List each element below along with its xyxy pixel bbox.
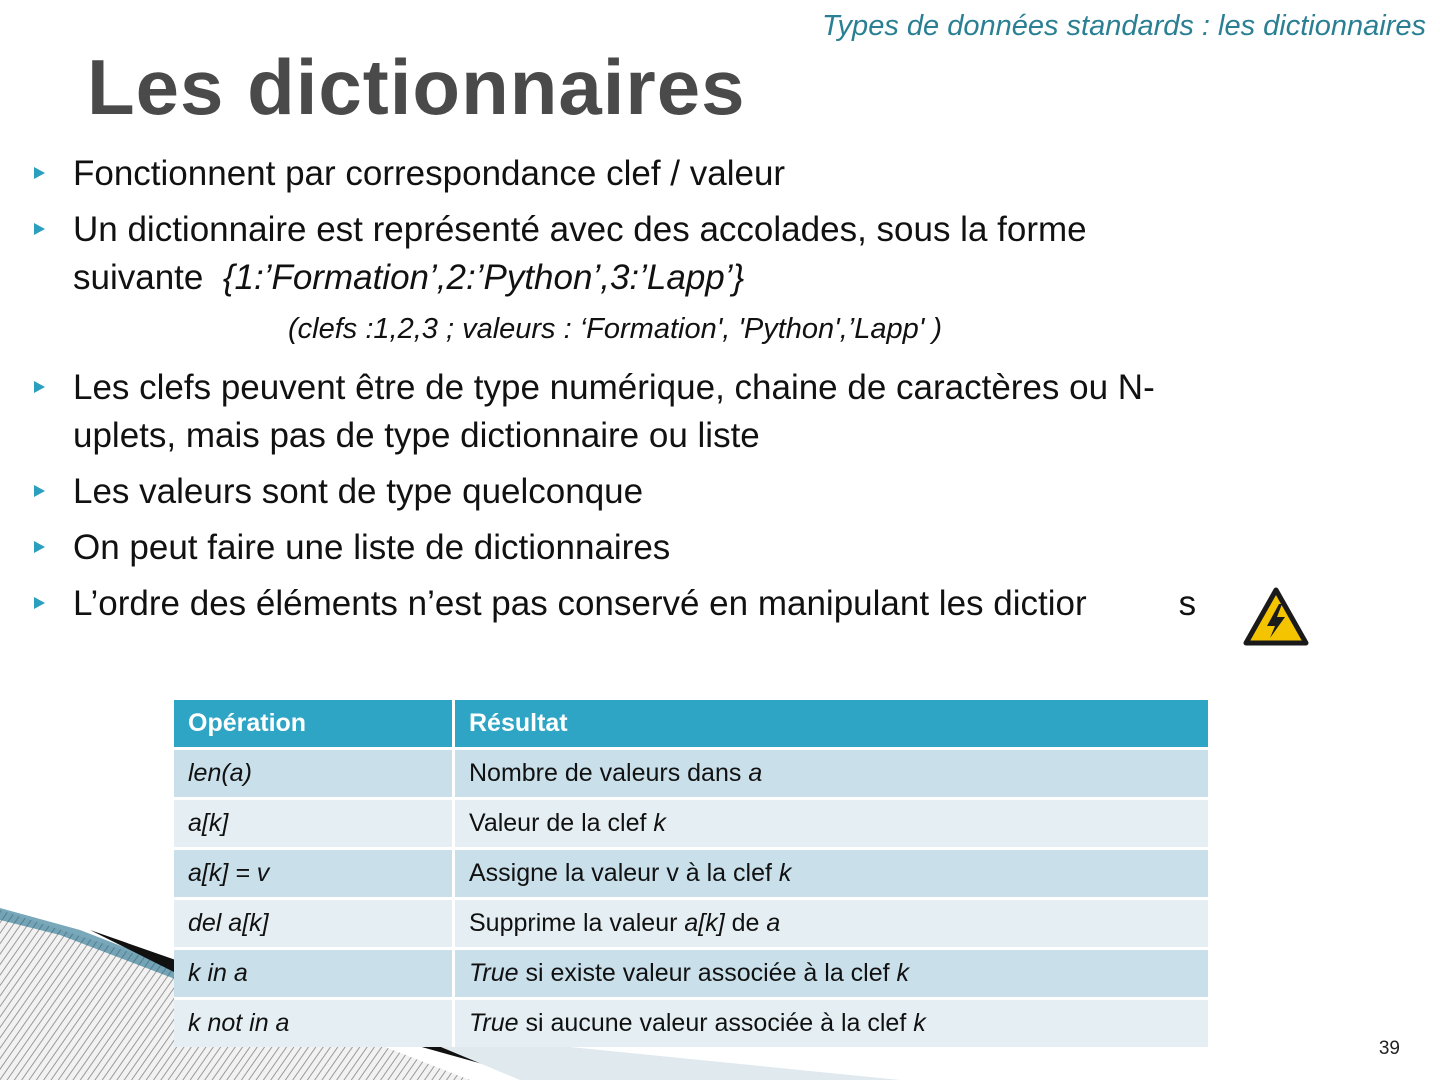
table-row (174, 799, 1208, 849)
table-row (174, 849, 1208, 899)
dict-example: {1:’Formation’,2:’Python’,3:’Lapp’} (222, 258, 745, 297)
bullet-item (0, 580, 1400, 628)
bullet-text: uplets, mais pas de type dictionnaire ou liste (73, 416, 760, 455)
result-cell (454, 899, 1209, 949)
column-header-operation: Opération (174, 700, 454, 749)
operation-cell: a[k] (174, 799, 454, 849)
table-row (174, 749, 1208, 799)
slide-title: Les dictionnaires (87, 43, 746, 131)
result-variable: k (653, 809, 666, 837)
bullet-text: Les clefs peuvent être de type numérique, chaine de caractères ou N- (73, 368, 1155, 407)
bullet-item (0, 150, 1400, 198)
bullet-item (0, 468, 1400, 516)
result-variable: k (913, 1009, 926, 1037)
result-boolean: True (469, 1009, 519, 1037)
operation-cell: len(a) (174, 749, 454, 799)
result-text: de (724, 909, 767, 937)
bullet-text: Un dictionnaire est représenté avec des accolades, sous la forme (73, 210, 1087, 249)
bullet-marker-icon (34, 597, 45, 609)
bullet-marker-icon (34, 223, 45, 235)
result-text: Valeur de la clef (469, 809, 654, 837)
result-text: Supprime la valeur (469, 909, 685, 937)
result-text: Nombre de valeurs dans (469, 759, 749, 787)
result-variable: a (766, 909, 781, 937)
result-variable: k (896, 959, 910, 987)
operation-cell: k not in a (174, 999, 454, 1048)
table-header-row (174, 700, 1208, 749)
result-boolean: True (469, 959, 519, 987)
bullet-item (0, 364, 1400, 460)
result-text: si existe valeur associée à la clef (518, 959, 897, 987)
high-voltage-warning-icon (1243, 586, 1309, 648)
result-cell (454, 949, 1209, 999)
bullet-text: suivante (73, 258, 223, 297)
result-text: Assigne la valeur v à la clef (469, 859, 779, 887)
operation-cell: k in a (174, 949, 454, 999)
bullet-text-tail: s (1178, 584, 1197, 623)
table-row (174, 999, 1208, 1048)
bullet-text: Fonctionnent par correspondance clef / valeur (73, 154, 786, 193)
result-variable: a (748, 759, 763, 787)
column-header-result: Résultat (454, 700, 1209, 749)
result-cell (454, 849, 1209, 899)
bullet-marker-icon (34, 541, 45, 553)
result-cell (454, 749, 1209, 799)
bullet-text: L’ordre des éléments n’est pas conservé en manipulant les dictior (73, 584, 1087, 623)
bullet-marker-icon (34, 381, 45, 393)
result-cell (454, 999, 1209, 1048)
result-text: si aucune valeur associée à la clef (518, 1009, 914, 1037)
dict-example-detail: (clefs :1,2,3 ; valeurs : ‘Formation', 'Python',’Lapp' ) (288, 313, 942, 345)
result-variable: a[k] (684, 909, 725, 937)
page-number: 39 (1378, 1038, 1400, 1059)
result-cell (454, 799, 1209, 849)
table-row (174, 949, 1208, 999)
bullet-item (0, 524, 1400, 572)
bullet-list (0, 150, 1400, 636)
operation-cell: del a[k] (174, 899, 454, 949)
operation-cell: a[k] = v (174, 849, 454, 899)
section-header: Types de données standards : les dictionnaires (822, 10, 1426, 42)
bullet-text: Les valeurs sont de type quelconque (73, 472, 644, 511)
bullet-marker-icon (34, 485, 45, 497)
bullet-text: On peut faire une liste de dictionnaires (73, 528, 671, 567)
bullet-item (0, 206, 1400, 302)
result-variable: k (778, 859, 792, 887)
operations-table (174, 700, 1208, 1047)
table-row (174, 899, 1208, 949)
bullet-marker-icon (34, 167, 45, 179)
